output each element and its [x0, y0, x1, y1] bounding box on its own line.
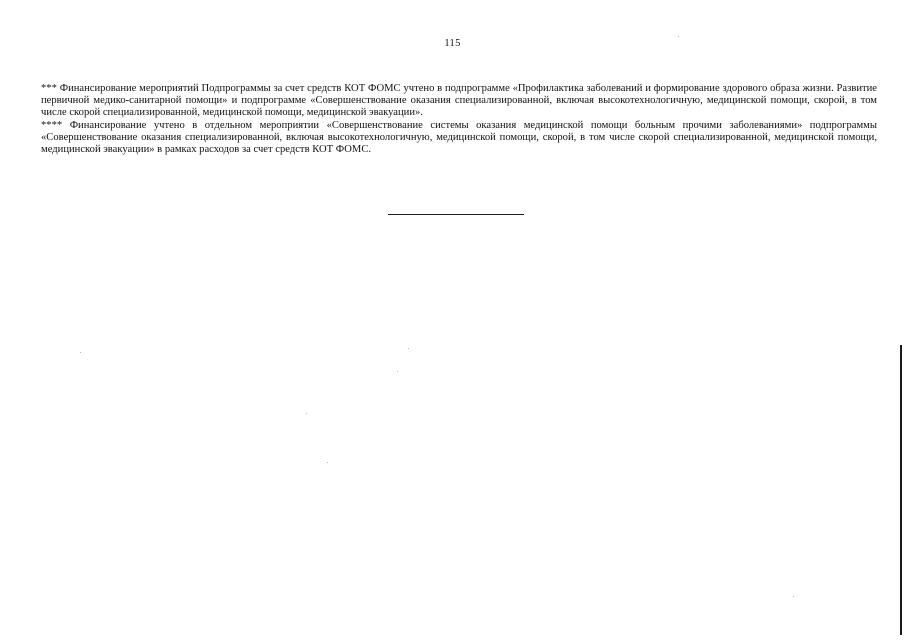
footnote-quadruple-asterisk: **** Финансирование учтено в отдельном мероприятии «Совершенствование системы оказания медицинской помощи больным прочими заболеваниями» подпрограммы «Совершенствование оказания специализированной, включая высокотехнологичную, медицинской помощи, скорой, в том числе скорой специализированной, медицинской помощи, медицинской эвакуации» в рамках расходов за счет средств КОТ ФОМС.	[41, 119, 877, 156]
footnotes-block	[41, 83, 877, 156]
scan-speck	[793, 596, 794, 597]
scan-speck	[408, 348, 409, 349]
closing-rule	[388, 214, 524, 215]
scan-edge-line	[900, 345, 902, 635]
page-number: 115	[444, 38, 461, 49]
scan-speck	[80, 352, 81, 353]
scan-speck	[397, 371, 398, 372]
scan-speck	[306, 413, 307, 414]
scan-speck	[678, 36, 679, 37]
footnote-triple-asterisk: *** Финансирование мероприятий Подпрограммы за счет средств КОТ ФОМС учтено в подпрограмме «Профилактика заболеваний и формирование здорового образа жизни. Развитие первичной медико-санитарной помощи» и подпрограмме «Совершенствование оказания специализированной, включая высокотехнологичную, медицинской помощи, скорой, в том числе скорой специализированной, медицинской помощи, медицинской эвакуации».	[41, 83, 877, 119]
scan-speck	[327, 462, 328, 463]
